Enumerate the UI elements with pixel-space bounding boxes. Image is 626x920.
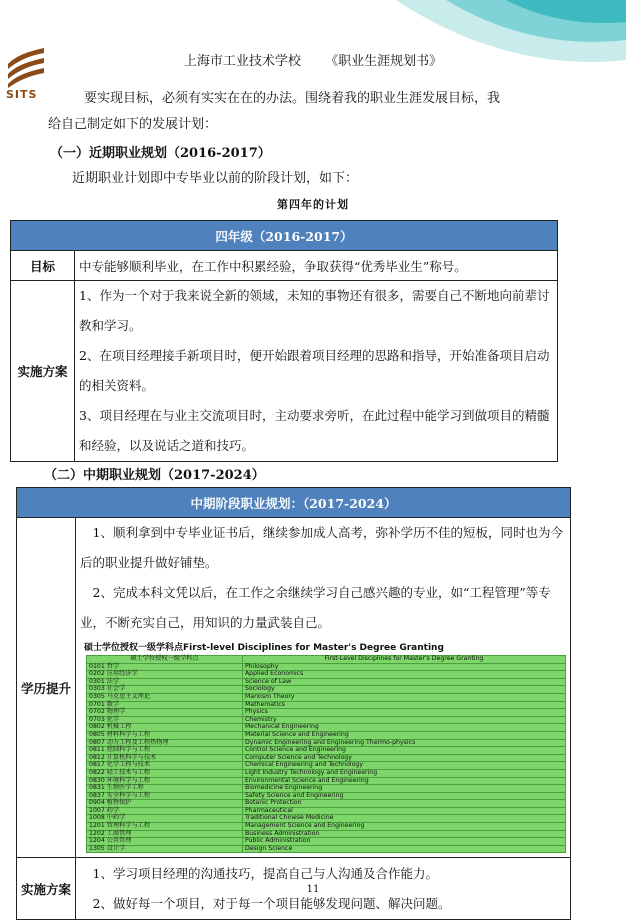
- discipline-code-cn: 0702 物理学: [87, 709, 243, 717]
- near-term-plan-table: [10, 220, 558, 462]
- edu-item: 2、完成本科文凭以后，在工作之余继续学习自己感兴趣的专业，如“工程管理”等专业，不断充实自己，用知识的力量武装自己。: [80, 585, 551, 630]
- discipline-row: [87, 823, 566, 831]
- goal-text: 中专能够顺利毕业，在工作中积累经验，争取获得“优秀毕业生”称号。: [75, 251, 558, 281]
- discipline-name-en: Computer Science and Technology: [242, 754, 565, 762]
- discipline-name-en: Sociology: [242, 686, 565, 694]
- discipline-code-cn: 0822 轻工技术与工程: [87, 769, 243, 777]
- plan-label-1: 实施方案: [11, 281, 75, 462]
- discipline-code-cn: 1202 工商管理: [87, 830, 243, 838]
- edu-label: 学历提升: [17, 518, 76, 858]
- discipline-name-en: Mechanical Engineering: [242, 724, 565, 732]
- discipline-row: [87, 709, 566, 717]
- discipline-row: [87, 845, 566, 853]
- discipline-row: [87, 671, 566, 679]
- discipline-code-cn: 0817 化学工程与技术: [87, 762, 243, 770]
- discipline-code-cn: 0303 社会学: [87, 686, 243, 694]
- discipline-name-en: Biomedicine Engineering: [242, 785, 565, 793]
- plan-item: 1、学习项目经理的沟通技巧，提高自己与人沟通及合作能力。: [92, 865, 438, 881]
- disc-col1-header: 硕士学位授权一级学科点: [87, 656, 243, 664]
- discipline-row: [87, 731, 566, 739]
- discipline-code-cn: 1008 中药学: [87, 815, 243, 823]
- plan-item: 1、作为一个对于我来说全新的领域，未知的事物还有很多，需要自己不断地向前辈讨教和学习。: [79, 288, 550, 333]
- discipline-code-cn: 0904 植物保护: [87, 800, 243, 808]
- goal-label: 目标: [11, 251, 75, 281]
- discipline-name-en: Management Science and Engineering: [242, 823, 565, 831]
- discipline-code-cn: 0830 环境科学与工程: [87, 777, 243, 785]
- discipline-name-en: Safety Science and Engineering: [242, 792, 565, 800]
- discipline-code-cn: 0831 生物医学工程: [87, 785, 243, 793]
- discipline-code-cn: 0811 控制科学与工程: [87, 747, 243, 755]
- discipline-code-cn: 0703 化学: [87, 716, 243, 724]
- intro-line-1: 要实现目标，必须有实实在在的办法。围绕着我的职业生涯发展目标，我: [84, 91, 501, 106]
- plan-item: 2、在项目经理接手新项目时，便开始跟着项目经理的思路和指导，开始准备项目启动的相关资料。: [79, 348, 550, 393]
- discipline-name-en: Science of Law: [242, 678, 565, 686]
- disc-col2-header: First-Level Disciplines for Master's Degree Granting: [242, 656, 565, 664]
- table1-title: 四年级（2016-2017）: [11, 221, 558, 251]
- discipline-row: [87, 701, 566, 709]
- discipline-name-en: Environmental Science and Engineering: [242, 777, 565, 785]
- discipline-row: [87, 792, 566, 800]
- intro-line-2: 给自己制定如下的发展计划：: [48, 117, 218, 132]
- discipline-code-cn: 0701 数学: [87, 701, 243, 709]
- discipline-name-en: Control Science and Engineering: [242, 747, 565, 755]
- school-name: 上海市工业技术学校: [183, 54, 301, 69]
- discipline-row: [87, 769, 566, 777]
- table1-caption: 第四年的计划: [277, 198, 349, 211]
- discipline-row: [87, 830, 566, 838]
- discipline-row: [87, 678, 566, 686]
- plan-item: 2、做好每一个项目，对于每一个项目能够发现问题、解决问题。: [92, 895, 451, 911]
- discipline-name-en: Botanic Protection: [242, 800, 565, 808]
- discipline-code-cn: 0101 哲学: [87, 663, 243, 671]
- edu-content: [76, 518, 571, 858]
- discipline-code-cn: 0805 材料科学与工程: [87, 731, 243, 739]
- discipline-row: [87, 716, 566, 724]
- discipline-code-cn: 0305 马克思主义理论: [87, 693, 243, 701]
- discipline-row: [87, 686, 566, 694]
- discipline-row: [87, 838, 566, 846]
- discipline-row: [87, 693, 566, 701]
- discipline-code-cn: 1204 公共管理: [87, 838, 243, 846]
- discipline-row: [87, 777, 566, 785]
- disciplines-table: [86, 655, 566, 853]
- document-title: 《职业生涯规划书》: [325, 54, 443, 69]
- discipline-code-cn: 0202 应用经济学: [87, 671, 243, 679]
- discipline-code-cn: 0812 计算机科学与技术: [87, 754, 243, 762]
- page-number: 11: [306, 884, 320, 895]
- mid-term-plan-table: [16, 487, 571, 920]
- discipline-name-en: Pharmaceutical: [242, 807, 565, 815]
- discipline-name-en: Business Administration: [242, 830, 565, 838]
- discipline-code-cn: 0802 机械工程: [87, 724, 243, 732]
- discipline-row: [87, 663, 566, 671]
- discipline-name-en: Dynamic Engineering and Engineering Thermo-physics: [242, 739, 565, 747]
- page-header: [0, 50, 626, 69]
- discipline-code-cn: 1305 设计学: [87, 845, 243, 853]
- plan-item: 3、项目经理在与业主交流项目时，主动要求旁听，在此过程中能学习到做项目的精髓和经验，以及说话之道和技巧。: [79, 408, 550, 453]
- discipline-name-en: Chemical Engineering and Technology: [242, 762, 565, 770]
- logo-text: SITS: [6, 88, 38, 101]
- discipline-row: [87, 800, 566, 808]
- discipline-name-en: Physics: [242, 709, 565, 717]
- discipline-name-en: Mathematics: [242, 701, 565, 709]
- disciplines-figure: [86, 640, 566, 853]
- section2-heading: （二）中期职业规划（2017-2024）: [44, 468, 265, 483]
- discipline-code-cn: 1007 药学: [87, 807, 243, 815]
- discipline-code-cn: 0807 动力工程及工程热物理: [87, 739, 243, 747]
- discipline-name-en: Design Science: [242, 845, 565, 853]
- discipline-name-en: Marxism Theory: [242, 693, 565, 701]
- edu-item: 1、顺利拿到中专毕业证书后，继续参加成人高考，弥补学历不佳的短板，同时也为今后的职业提升做好铺垫。: [80, 525, 563, 570]
- discipline-name-en: Traditional Chinese Medicine: [242, 815, 565, 823]
- plan-items-1: [75, 281, 558, 462]
- plan-label-2: 实施方案: [17, 858, 76, 920]
- section1-heading: （一）近期职业规划（2016-2017）: [50, 146, 271, 161]
- disciplines-title: 硕士学位授权一级学科点First-level Disciplines for Master's Degree Granting: [84, 643, 444, 653]
- discipline-code-cn: 1201 管理科学与工程: [87, 823, 243, 831]
- discipline-name-en: Philosophy: [242, 663, 565, 671]
- table2-title: 中期阶段职业规划：（2017-2024）: [17, 488, 571, 518]
- discipline-code-cn: 0301 法学: [87, 678, 243, 686]
- discipline-name-en: Chemistry: [242, 716, 565, 724]
- discipline-code-cn: 0837 安全科学与工程: [87, 792, 243, 800]
- discipline-name-en: Public Administration: [242, 838, 565, 846]
- section1-lead: 近期职业计划即中专毕业以前的阶段计划，如下：: [72, 171, 359, 186]
- discipline-name-en: Material Science and Engineering: [242, 731, 565, 739]
- discipline-name-en: Light Industry Technology and Engineering: [242, 769, 565, 777]
- discipline-name-en: Applied Economics: [242, 671, 565, 679]
